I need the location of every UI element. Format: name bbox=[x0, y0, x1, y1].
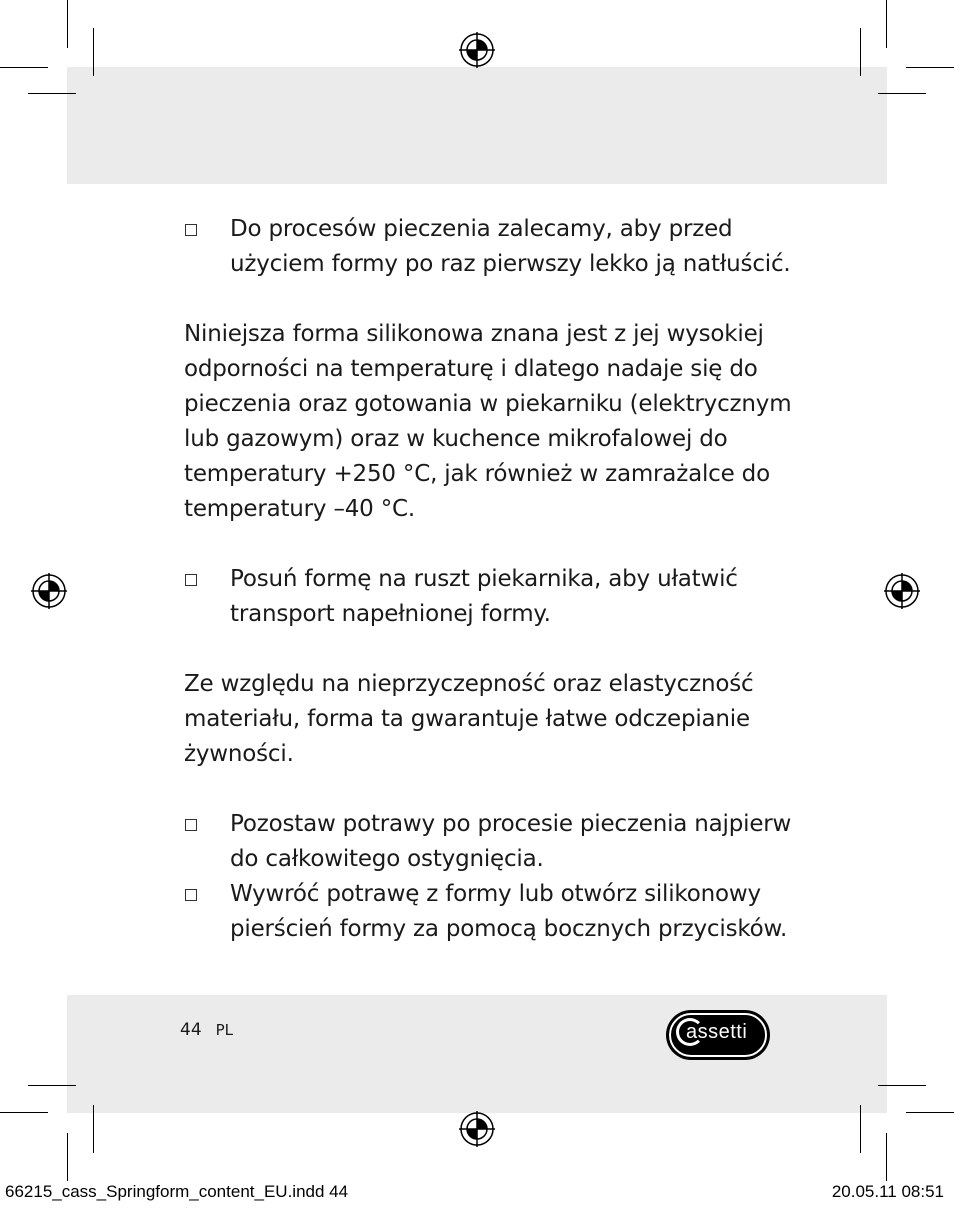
paragraph-line: Niniejsza forma silikonowa znana jest z jej wysokiej bbox=[184, 321, 764, 347]
crop-mark bbox=[0, 67, 48, 68]
bullet-item bbox=[184, 807, 794, 877]
bullet-line: Pozostaw potrawy po procesie pieczenia najpierw bbox=[230, 811, 792, 837]
paragraph-line: odporności na temperaturę i dlatego nadaje się do bbox=[184, 356, 758, 382]
header-band bbox=[67, 67, 887, 184]
crop-mark bbox=[878, 93, 926, 94]
logo-text: assetti bbox=[686, 1021, 748, 1043]
bullet-line: pierścień formy za pomocą bocznych przycisków. bbox=[230, 916, 788, 942]
checkbox-square-icon bbox=[185, 224, 197, 236]
paragraph-line: Ze względu na nieprzyczepność oraz elastyczność bbox=[184, 671, 754, 697]
paragraph-line: temperatury –40 °C. bbox=[184, 496, 415, 522]
crop-mark bbox=[860, 28, 861, 76]
checkbox-square-icon bbox=[185, 889, 197, 901]
crop-mark bbox=[93, 1105, 94, 1153]
paragraph-line: żywności. bbox=[184, 741, 294, 767]
bullet-item bbox=[184, 877, 794, 947]
bullet-item bbox=[184, 212, 794, 282]
crop-mark bbox=[886, 0, 887, 48]
cassetti-logo bbox=[666, 1010, 770, 1060]
crop-mark bbox=[67, 0, 68, 48]
slug-datetime: 20.05.11 08:51 bbox=[831, 1182, 944, 1201]
paragraph-line: pieczenia oraz gotowania w piekarniku (elektrycznym bbox=[184, 391, 792, 417]
registration-mark-icon bbox=[884, 573, 920, 609]
bullet-line: Wywróć potrawę z formy lub otwórz silikonowy bbox=[230, 881, 761, 907]
footer-band bbox=[67, 995, 887, 1113]
language-code: PL bbox=[215, 1021, 234, 1039]
crop-mark bbox=[0, 1112, 48, 1113]
registration-mark-icon bbox=[459, 1111, 495, 1147]
bullet-line: transport napełnionej formy. bbox=[230, 601, 551, 627]
checkbox-square-icon bbox=[185, 574, 197, 586]
paragraph-line: lub gazowym) oraz w kuchence mikrofalowej do bbox=[184, 426, 728, 452]
bullet-line: do całkowitego ostygnięcia. bbox=[230, 846, 544, 872]
crop-mark bbox=[28, 93, 76, 94]
paragraph-line: materiału, forma ta gwarantuje łatwe odczepianie bbox=[184, 706, 750, 732]
paragraph bbox=[184, 317, 794, 527]
crop-mark bbox=[878, 1085, 926, 1086]
paragraph-line: temperatury +250 °C, jak również w zamrażalce do bbox=[184, 461, 770, 487]
bullet-line: Posuń formę na ruszt piekarnika, aby ułatwić bbox=[230, 566, 738, 592]
crop-mark bbox=[886, 1133, 887, 1181]
paragraph bbox=[184, 667, 794, 772]
registration-mark-icon bbox=[31, 573, 67, 609]
crop-mark bbox=[67, 1133, 68, 1181]
crop-mark bbox=[28, 1085, 76, 1086]
bullet-line: użyciem formy po raz pierwszy lekko ją natłuścić. bbox=[230, 251, 791, 277]
slug-filename: 66215_cass_Springform_content_EU.indd 44 bbox=[5, 1182, 349, 1201]
bullet-item bbox=[184, 562, 794, 632]
crop-mark bbox=[906, 67, 954, 68]
crop-mark bbox=[93, 28, 94, 76]
crop-mark bbox=[860, 1105, 861, 1153]
page-number: 44 bbox=[180, 1020, 202, 1040]
bullet-line: Do procesów pieczenia zalecamy, aby przed bbox=[230, 216, 733, 242]
page-footer bbox=[180, 1020, 233, 1040]
instructions-body bbox=[184, 212, 794, 947]
registration-mark-icon bbox=[459, 32, 495, 68]
checkbox-square-icon bbox=[185, 819, 197, 831]
crop-mark bbox=[906, 1112, 954, 1113]
